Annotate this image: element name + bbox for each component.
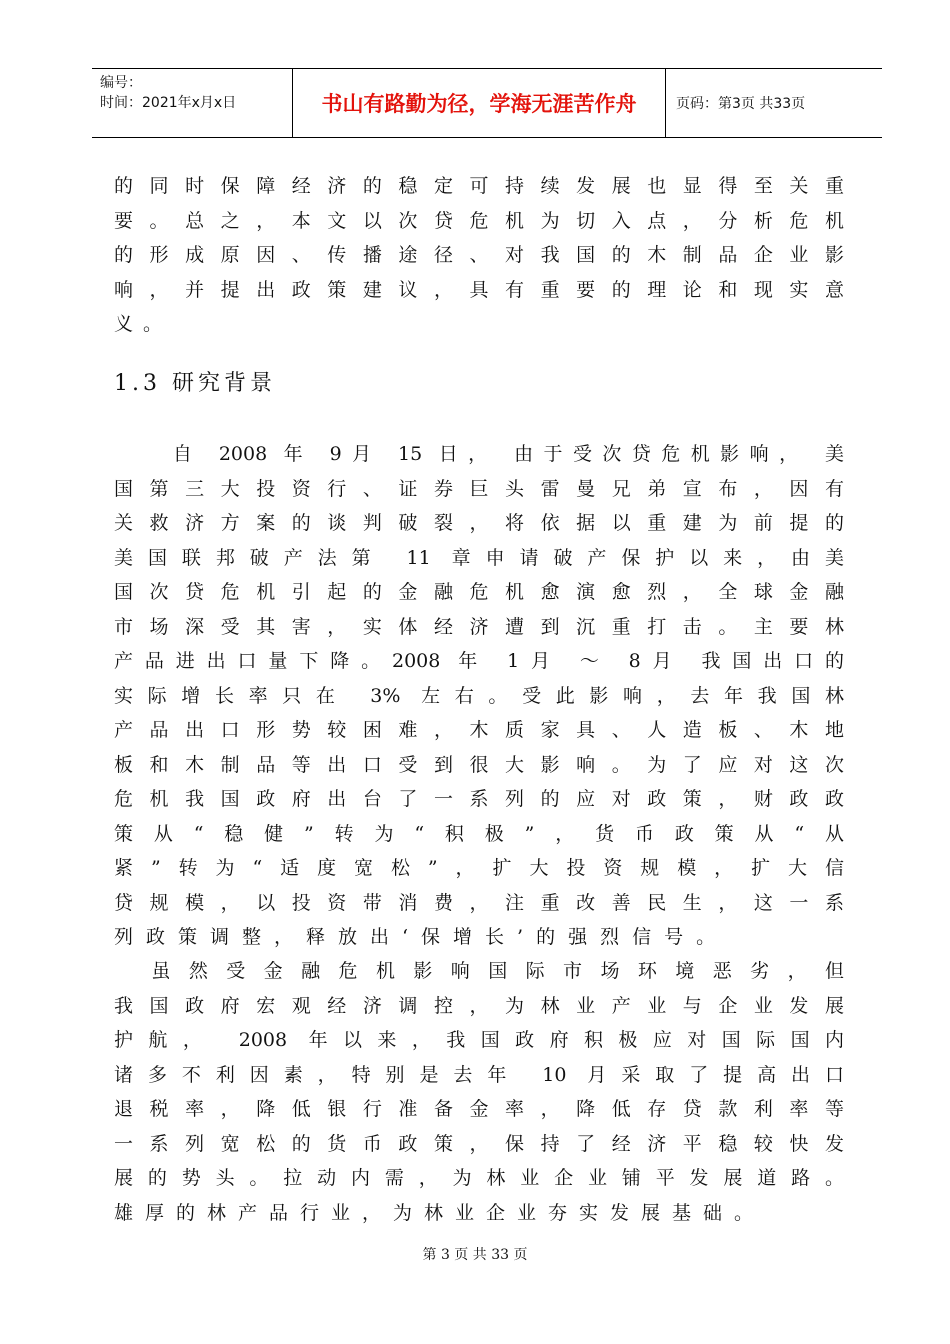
text-line: 我国政府宏观经济调控，为林业产业与企业发展 — [114, 994, 844, 1017]
text-line: 要。总之，本文以次贷危机为切入点，分析危机 — [114, 209, 844, 232]
text-line: 诸多不利因素，特别是去年 10 月采取了提高出口 — [114, 1063, 844, 1086]
text-line: 响，并提出政策建议，具有重要的理论和现实意 — [114, 278, 844, 301]
text-line: 护航， 2008 年以来，我国政府积极应对国际国内 — [114, 1029, 844, 1051]
text-line: 的形成原因、传播途径、对我国的木制品企业影 — [114, 244, 844, 266]
intro-paragraph — [114, 169, 844, 342]
background-paragraph-1 — [114, 437, 844, 955]
text-line: 虽然受金融危机影响国际市场环境恶劣，但 — [114, 960, 844, 982]
text-line: 策从“稳健”转为“积极”，货币政策从“从 — [114, 822, 844, 845]
text-line: 贷规模，以投资带消费，注重改善民生，这一系 — [114, 891, 844, 914]
text-line: 国第三大投资行、证券巨头雷曼兄弟宣布，因有 — [114, 477, 844, 500]
header-meta — [92, 69, 293, 137]
page-header — [92, 68, 882, 138]
text-line: 关救济方案的谈判破裂，将依据以重建为前提的 — [114, 512, 844, 534]
text-line: 列政策调整，释放出‘保增长’的强烈信号。 — [114, 926, 729, 948]
text-line: 板和木制品等出口受到很大影响。为了应对这次 — [114, 753, 844, 776]
section-heading: 1.3 研究背景 — [114, 371, 276, 396]
text-line: 市场深受其害，实体经济遭到沉重打击。主要林 — [114, 615, 844, 638]
text-line: 雄厚的林产品行业，为林业企业夯实发展基础。 — [114, 1201, 766, 1224]
text-line: 义。 — [114, 313, 173, 335]
text-line: 一系列宽松的货币政策，保持了经济平稳较快发 — [114, 1132, 844, 1155]
code-label: 编号： — [100, 75, 142, 91]
text-line: 产品出口形势较困难，木质家具、人造板、木地 — [114, 719, 844, 741]
text-line: 危机我国政府出台了一系列的应对政策，财政政 — [114, 788, 844, 810]
text-line: 紧”转为“适度宽松”，扩大投资规模，扩大信 — [114, 857, 844, 879]
header-motto: 书山有路勤为径，学海无涯苦作舟 — [293, 69, 666, 137]
header-page-info: 页码：第3页 共33页 — [676, 96, 806, 112]
text-line: 的同时保障经济的稳定可持续发展也显得至关重 — [114, 175, 844, 197]
text-line: 美国联邦破产法第 11 章申请破产保护以来，由美 — [114, 546, 844, 569]
text-line: 实际增长率只在 3% 左右。受此影响，去年我国林 — [114, 684, 844, 707]
text-line: 展的势头。拉动内需，为林业企业铺平发展道路。 — [114, 1167, 844, 1189]
background-paragraph-2 — [114, 954, 844, 1230]
text-line: 国次贷危机引起的金融危机愈演愈烈，全球金融 — [114, 581, 844, 603]
page-footer: 第 3 页 共 33 页 — [422, 1247, 528, 1263]
text-line: 自 2008 年 9月 15 日， 由于受次贷危机影响， 美 — [114, 443, 844, 465]
time-label: 时间：2021年x月x日 — [100, 95, 237, 111]
text-line: 产品进出口量下降。2008 年 1月 ～ 8月 我国出口的 — [114, 650, 844, 672]
text-line: 退税率，降低银行准备金率，降低存贷款利率等 — [114, 1098, 844, 1120]
